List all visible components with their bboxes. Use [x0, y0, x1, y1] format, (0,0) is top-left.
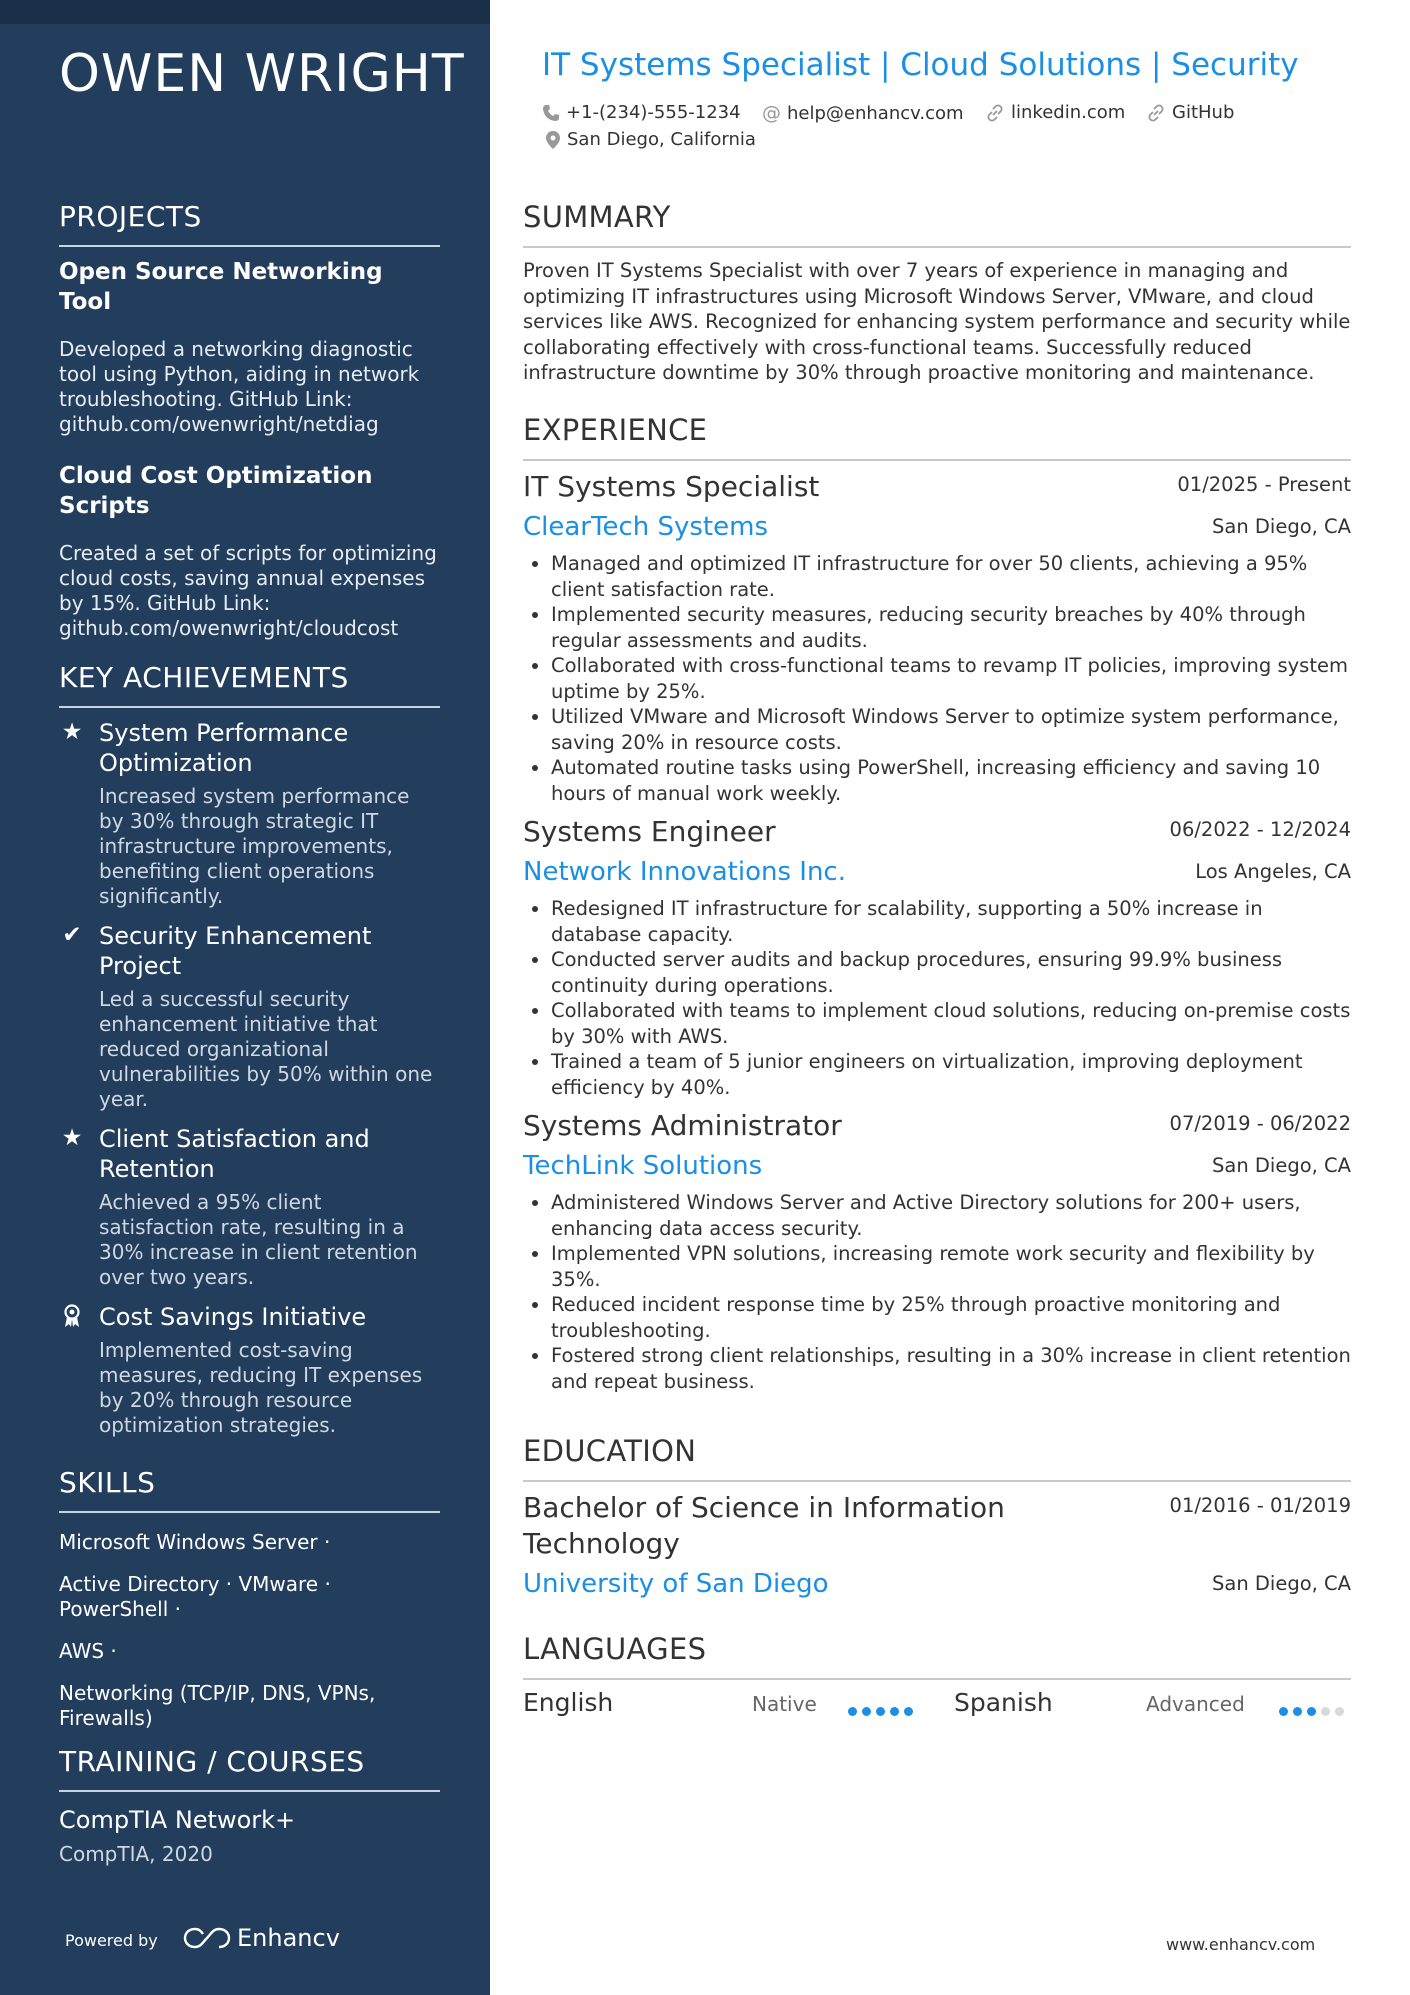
proficiency-dot-empty	[1335, 1707, 1344, 1716]
experience-section	[523, 413, 1351, 1394]
job-location: San Diego, CA	[1212, 515, 1351, 538]
education-date: 01/2016 - 01/2019	[1169, 1494, 1351, 1517]
contact-phone[interactable]	[542, 102, 741, 123]
experience-heading: EXPERIENCE	[523, 413, 1351, 461]
check-icon: ✔	[62, 922, 82, 948]
job-entry	[523, 469, 1351, 806]
job-date: 06/2022 - 12/2024	[1169, 818, 1351, 841]
bullet-item: • Conducted server audits and backup procedures, ensuring 99.9% business continuity during operations.	[551, 947, 1351, 998]
footer-url[interactable]: www.enhancv.com	[1166, 1935, 1316, 1954]
job-bullets	[523, 1190, 1351, 1394]
language-level: Native	[752, 1692, 817, 1716]
proficiency-dot-filled	[876, 1707, 885, 1716]
education-entry	[523, 1490, 1351, 1602]
language-name: English	[523, 1688, 614, 1717]
achievement-item	[59, 1302, 440, 1438]
link-icon	[1146, 104, 1166, 122]
job-date: 07/2019 - 06/2022	[1169, 1112, 1351, 1135]
languages-heading: LANGUAGES	[523, 1632, 1351, 1680]
project-description: Developed a networking diagnostic tool using Python, aiding in network troubleshooting. GitHub Link: github.com/owenwright/netdiag	[59, 337, 420, 436]
school-name[interactable]: University of San Diego	[523, 1569, 829, 1599]
course-provider: CompTIA, 2020	[59, 1842, 213, 1866]
project-title: Cloud Cost Optimization Scripts	[59, 463, 373, 519]
achievement-description: Led a successful security enhancement initiative that reduced organizational vulnerabilities by 50% within one year.	[99, 987, 433, 1111]
bullet-item: • Implemented security measures, reducing security breaches by 40% through regular assessments and audits.	[551, 602, 1351, 653]
sidebar	[0, 0, 490, 1995]
contact-github[interactable]	[1146, 102, 1234, 123]
phone-icon	[542, 104, 560, 122]
job-company[interactable]: ClearTech Systems	[523, 512, 768, 542]
skills-section	[59, 1466, 440, 1731]
skill-line: Microsoft Windows Server ·	[59, 1530, 331, 1554]
link-icon	[985, 104, 1005, 122]
job-title: Systems Administrator	[523, 1109, 842, 1142]
achievement-description: Implemented cost-saving measures, reducing IT expenses by 20% through resource optimization strategies.	[99, 1338, 423, 1437]
job-entry	[523, 814, 1351, 1100]
bullet-item: • Collaborated with teams to implement cloud solutions, reducing on-premise costs by 30% with AWS.	[551, 998, 1351, 1049]
achievements-heading: KEY ACHIEVEMENTS	[59, 661, 440, 708]
job-bullets	[523, 551, 1351, 806]
at-icon: @	[762, 102, 781, 124]
job-entry	[523, 1108, 1351, 1394]
language-dots	[1279, 1701, 1349, 1720]
phone-text: +1-(234)-555-1234	[566, 102, 741, 123]
bullet-item: • Fostered strong client relationships, resulting in a 30% increase in client retention and repeat business.	[551, 1343, 1351, 1394]
summary-text: Proven IT Systems Specialist with over 7 years of experience in managing and optimizing IT infrastructures using Microsoft Windows Server, VMware, and cloud services like AWS. Recognized for enhancing system performance and security while collaborating effectively with cross-functional teams. Successfully reduced infrastructure downtime by 30% through proactive monitoring and maintenance.	[523, 259, 1351, 384]
job-title: Systems Engineer	[523, 815, 776, 848]
job-location: San Diego, CA	[1212, 1154, 1351, 1177]
bullet-item: • Utilized VMware and Microsoft Windows Server to optimize system performance, saving 20% in resource costs.	[551, 704, 1351, 755]
course-title: CompTIA Network+	[59, 1806, 296, 1834]
proficiency-dot-filled	[1279, 1707, 1288, 1716]
enhancv-logo[interactable]	[183, 1920, 343, 1956]
skill-line: Networking (TCP/IP, DNS, VPNs, Firewalls)	[59, 1681, 376, 1730]
project-description: Created a set of scripts for optimizing cloud costs, saving annual expenses by 15%. GitHub Link: github.com/owenwright/cloudcost	[59, 541, 437, 640]
bullet-item: • Reduced incident response time by 25% through proactive monitoring and troubleshooting.	[551, 1292, 1351, 1343]
language-level: Advanced	[1146, 1692, 1245, 1716]
summary-section	[523, 200, 1351, 386]
job-company[interactable]: TechLink Solutions	[523, 1151, 763, 1181]
enhancv-brand-text: Enhancv	[237, 1924, 340, 1952]
skills-heading: SKILLS	[59, 1466, 440, 1513]
achievement-description: Increased system performance by 30% through strategic IT infrastructure improvements, benefiting client operations significantly.	[99, 784, 410, 908]
star-icon: ★	[61, 1125, 83, 1151]
infinity-logo-icon	[183, 1925, 231, 1951]
candidate-name: OWEN WRIGHT	[59, 44, 465, 104]
achievement-title: Cost Savings Initiative	[99, 1303, 367, 1331]
bullet-item: • Redesigned IT infrastructure for scalability, supporting a 50% increase in database capacity.	[551, 896, 1351, 947]
bullet-item: • Trained a team of 5 junior engineers on virtualization, improving deployment efficiency by 40%.	[551, 1049, 1351, 1100]
achievements-section	[59, 661, 440, 1450]
school-location: San Diego, CA	[1212, 1572, 1351, 1595]
contact-email[interactable]	[762, 102, 964, 124]
job-location: Los Angeles, CA	[1195, 860, 1351, 883]
language-row	[523, 1688, 1351, 1728]
job-date: 01/2025 - Present	[1177, 473, 1351, 496]
language-dots	[848, 1701, 918, 1720]
bullet-item: • Collaborated with cross-functional teams to revamp IT policies, improving system uptime by 25%.	[551, 653, 1351, 704]
project-title: Open Source Networking Tool	[59, 259, 383, 315]
location-text: San Diego, California	[567, 129, 756, 150]
achievement-title: Client Satisfaction and Retention	[99, 1125, 370, 1183]
bullet-item: • Managed and optimized IT infrastructure for over 50 clients, achieving a 95% client satisfaction rate.	[551, 551, 1351, 602]
headline: IT Systems Specialist | Cloud Solutions | Security	[542, 47, 1299, 83]
achievement-description: Achieved a 95% client satisfaction rate, resulting in a 30% increase in client retention over two years.	[99, 1190, 418, 1289]
proficiency-dot-filled	[1293, 1707, 1302, 1716]
bullet-item: • Automated routine tasks using PowerShell, increasing efficiency and saving 10 hours of manual work weekly.	[551, 755, 1351, 806]
training-heading: TRAINING / COURSES	[59, 1745, 440, 1792]
email-text: help@enhancv.com	[787, 102, 964, 124]
achievement-title: System Performance Optimization	[99, 719, 349, 777]
github-text: GitHub	[1172, 102, 1235, 123]
bullet-item: • Implemented VPN solutions, increasing remote work security and flexibility by 35%.	[551, 1241, 1351, 1292]
linkedin-text: linkedin.com	[1011, 102, 1126, 123]
proficiency-dot-filled	[848, 1707, 857, 1716]
achievement-title: Security Enhancement Project	[99, 922, 372, 980]
achievement-item	[59, 1124, 440, 1290]
achievement-item	[59, 718, 440, 909]
language-name: Spanish	[954, 1688, 1053, 1717]
job-title: IT Systems Specialist	[523, 470, 820, 503]
projects-heading: PROJECTS	[59, 200, 440, 247]
proficiency-dot-filled	[862, 1707, 871, 1716]
location-pin-icon	[545, 130, 561, 150]
skill-line: AWS ·	[59, 1639, 117, 1663]
summary-heading: SUMMARY	[523, 200, 1351, 248]
education-heading: EDUCATION	[523, 1434, 1351, 1482]
education-section	[523, 1434, 1351, 1602]
training-section	[59, 1745, 440, 1866]
bullet-item: • Administered Windows Server and Active Directory solutions for 200+ users, enhancing data access security.	[551, 1190, 1351, 1241]
powered-by-label: Powered by	[65, 1931, 158, 1950]
job-company[interactable]: Network Innovations Inc.	[523, 857, 846, 887]
projects-section	[59, 200, 440, 665]
contact-linkedin[interactable]	[985, 102, 1125, 123]
degree-title: Bachelor of Science in Information Technology	[523, 1491, 1005, 1560]
proficiency-dot-empty	[1321, 1707, 1330, 1716]
skill-line: Active Directory · VMware · PowerShell ·	[59, 1572, 331, 1621]
languages-section	[523, 1632, 1351, 1728]
achievement-item	[59, 921, 440, 1112]
proficiency-dot-filled	[1307, 1707, 1316, 1716]
proficiency-dot-filled	[904, 1707, 913, 1716]
proficiency-dot-filled	[890, 1707, 899, 1716]
sidebar-top-band	[0, 0, 490, 24]
award-icon	[59, 1303, 85, 1329]
contact-location	[545, 129, 756, 150]
job-bullets	[523, 896, 1351, 1100]
star-icon: ★	[61, 719, 83, 745]
